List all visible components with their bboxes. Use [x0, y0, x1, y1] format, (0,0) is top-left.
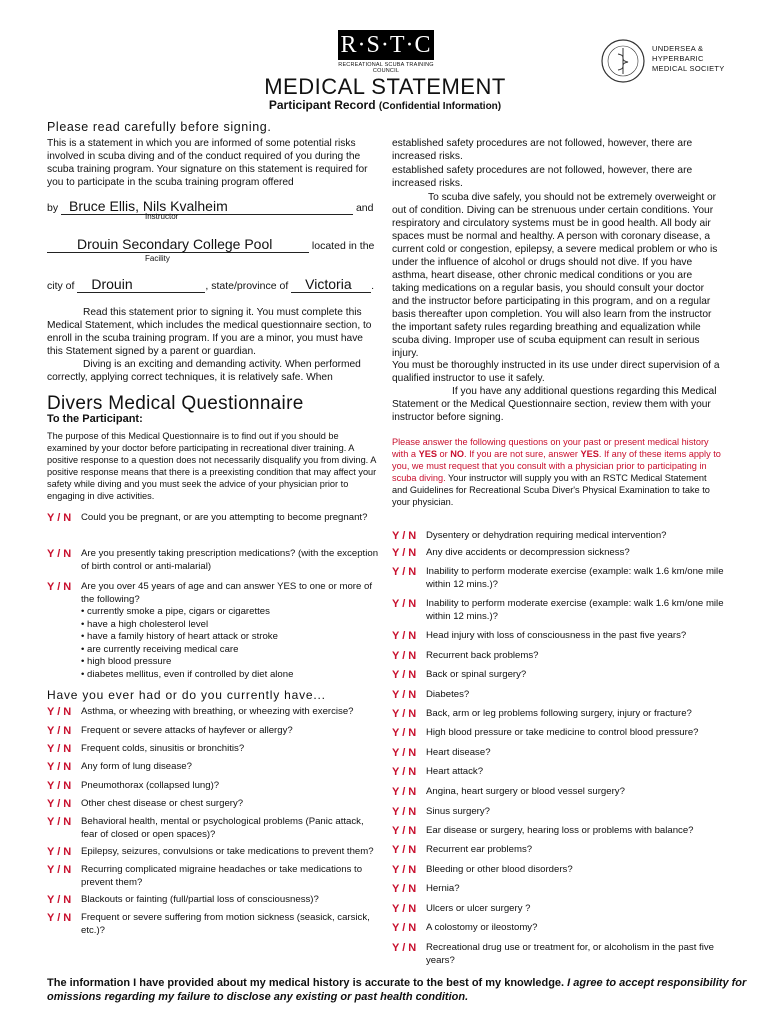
question-text: Recurrent back problems?: [426, 650, 539, 661]
instructions-red-2: . If you are not sure, answer: [464, 449, 581, 459]
rstc-logo-text: R·S·T·C: [338, 30, 434, 60]
list-item: • currently smoke a pipe, cigars or cigarettes: [81, 606, 270, 617]
question-row: [47, 743, 382, 757]
question-text: Hernia?: [426, 883, 460, 894]
instructor-field[interactable]: Bruce Ellis, Nils Kvalheim: [61, 198, 353, 215]
yes-no-toggle[interactable]: Y / N: [392, 530, 417, 542]
yes-no-toggle[interactable]: Y / N: [392, 547, 417, 559]
read-statement-para: Read this statement prior to signing it. You must complete this Medical Statement, which includes the medical questionnaire section, to enroll in the scuba training program. If you are a minor, you must have this Statement signed by a parent or guardian.: [47, 307, 372, 357]
have-you-heading: Have you ever had or do you currently have...: [47, 688, 326, 702]
question-over-45: [47, 581, 382, 606]
state-field[interactable]: Victoria: [291, 276, 371, 293]
question-row: [392, 864, 732, 878]
yes-word: YES: [418, 449, 437, 459]
yes-no-toggle[interactable]: Y / N: [47, 706, 72, 718]
footer-declaration: [47, 976, 747, 1004]
yes-no-toggle[interactable]: Y / N: [47, 894, 72, 906]
question-text: Asthma, or wheezing with breathing, or wheezing with exercise?: [81, 706, 354, 717]
yes-no-toggle[interactable]: Y / N: [392, 864, 417, 876]
instructor-row: [47, 198, 377, 215]
question-row: [47, 725, 382, 739]
to-participant-heading: To the Participant:: [47, 413, 143, 425]
rstc-logo: [334, 30, 438, 74]
question-text: Any dive accidents or decompression sickness?: [426, 547, 630, 558]
right-intro-line-1: established safety procedures are not followed, however, there are increased risks.: [392, 138, 693, 162]
question-text: Ulcers or ulcer surgery ?: [426, 903, 531, 914]
question-text: Sinus surgery?: [426, 806, 490, 817]
question-text: Ear disease or surgery, hearing loss or problems with balance?: [426, 825, 694, 836]
facility-field[interactable]: Drouin Secondary College Pool: [47, 236, 309, 253]
over-45-bullets: [81, 606, 381, 681]
question-text: Frequent or severe attacks of hayfever or allergy?: [81, 725, 293, 736]
question-row: [47, 780, 382, 794]
question-row: [392, 727, 732, 741]
yes-no-toggle[interactable]: Y / N: [392, 689, 417, 701]
yes-no-toggle[interactable]: Y / N: [47, 725, 72, 737]
question-text: Inability to perform moderate exercise (example: walk 1.6 km/one mile within 12 mins.)?: [426, 598, 724, 622]
yes-no-toggle[interactable]: Y / N: [392, 942, 417, 954]
yes-no-toggle[interactable]: Y / N: [392, 883, 417, 895]
question-text: Pneumothorax (collapsed lung)?: [81, 780, 220, 791]
yes-no-toggle[interactable]: Y / N: [47, 761, 72, 773]
question-text: Frequent or severe suffering from motion sickness (seasick, carsick, etc.)?: [81, 912, 370, 936]
question-text: Behavioral health, mental or psychological problems (Panic attack, fear of closed or open spaces)?: [81, 816, 364, 840]
yes-no-toggle[interactable]: Y / N: [392, 786, 417, 798]
yes-no-toggle[interactable]: Y / N: [392, 766, 417, 778]
question-pregnant: [47, 512, 382, 526]
yes-no-toggle[interactable]: Y / N: [392, 708, 417, 720]
question-text: Recurring complicated migraine headaches or take medications to prevent them?: [81, 864, 363, 888]
question-text: Inability to perform moderate exercise (example: walk 1.6 km/one mile within 12 mins.)?: [426, 566, 724, 590]
question-row: [47, 846, 382, 860]
question-row: [392, 747, 732, 761]
questionnaire-title: Divers Medical Questionnaire: [47, 393, 304, 414]
question-row: [392, 530, 732, 544]
yes-no-toggle[interactable]: Y / N: [392, 566, 417, 578]
uhms-line: HYPERBARIC: [652, 54, 704, 63]
question-row: [47, 864, 382, 889]
question-text: Bleeding or other blood disorders?: [426, 864, 573, 875]
city-field[interactable]: Drouin: [77, 276, 205, 293]
right-intro-para-2: You must be thoroughly instructed in its use under direct supervision of a qualified instructor to use it safely.: [392, 360, 720, 384]
uhms-text: [652, 44, 725, 74]
by-label: by: [47, 202, 59, 214]
question-row: [392, 903, 732, 917]
right-intro-para-3: If you have any additional questions regarding this Medical Statement or the Medical Questionnaire section, review them with your instructor before signing.: [392, 386, 717, 423]
yes-no-toggle[interactable]: Y / N: [47, 581, 72, 593]
list-item: • diabetes mellitus, even if controlled by diet alone: [81, 668, 294, 680]
right-intro-para: To scuba dive safely, you should not be extremely overweight or out of condition. Diving can be strenuous under certain conditions. Your respiratory and circulatory systems must be in good health. All body air spaces must be normal and healthy. A person with coronary disease, a current cold or congestion, epilepsy, a severe medical problem or who is under the influence of alcohol or drugs should not dive. If you have asthma, heart disease, other chronic medical conditions or you are taking medications on a regular basis, you should consult your doctor and the instructor before participating in this program, and on a regular basis thereafter upon completion. You will also learn from the instructor the important safety rules regarding breathing and equalization while scuba diving. Improper use of scuba equipment can result in serious injury.: [392, 192, 718, 359]
question-text: Any form of lung disease?: [81, 761, 192, 772]
question-text: Blackouts or fainting (full/partial loss of consciousness)?: [81, 894, 319, 905]
list-item: • high blood pressure: [81, 656, 172, 667]
question-row: [47, 706, 382, 720]
yes-no-toggle[interactable]: Y / N: [392, 806, 417, 818]
question-row: [47, 894, 382, 908]
question-row: [392, 630, 732, 644]
subtitle-main: Participant Record: [268, 98, 376, 112]
question-text: High blood pressure or take medicine to control blood pressure?: [426, 727, 699, 738]
yes-no-toggle[interactable]: Y / N: [47, 798, 72, 810]
no-word: NO: [450, 449, 465, 459]
yes-no-toggle[interactable]: Y / N: [47, 780, 72, 792]
intro-statement: This is a statement in which you are informed of some potential risks involved in scuba diving and of the conduct required of you during the scuba training program. Your signature on this statement is required for you to participate in the scuba training program offered: [47, 138, 368, 188]
question-text: A colostomy or ileostomy?: [426, 922, 538, 933]
question-row: [392, 922, 732, 936]
facility-caption: Facility: [145, 254, 170, 263]
yes-no-toggle[interactable]: Y / N: [392, 922, 417, 934]
question-row: [392, 806, 732, 820]
yes-no-toggle[interactable]: Y / N: [47, 846, 72, 858]
yes-no-toggle[interactable]: Y / N: [392, 727, 417, 739]
and-label: and: [355, 202, 374, 214]
yes-no-toggle[interactable]: Y / N: [47, 864, 72, 876]
question-row: [392, 942, 732, 967]
yes-no-toggle[interactable]: Y / N: [47, 743, 72, 755]
question-row: [392, 547, 732, 561]
question-text: Dysentery or dehydration requiring medical intervention?: [426, 530, 667, 541]
period: .: [371, 280, 375, 292]
question-row: [392, 598, 732, 623]
question-row: [47, 798, 382, 812]
page-subtitle: [0, 98, 770, 112]
question-row: [392, 669, 732, 683]
yes-no-toggle[interactable]: Y / N: [47, 816, 72, 828]
yes-no-toggle[interactable]: Y / N: [392, 747, 417, 759]
yes-no-toggle[interactable]: Y / N: [392, 630, 417, 642]
question-text: Could you be pregnant, or are you attempting to become pregnant?: [81, 512, 368, 523]
question-medications: [47, 548, 382, 573]
question-text: Other chest disease or chest surgery?: [81, 798, 244, 809]
question-row: [392, 650, 732, 664]
footer-bold: The information I have provided about my medical history is accurate to the best of my knowledge.: [47, 977, 565, 989]
footer-italic: I agree to accept responsibility for omissions regarding my failure to disclose any existing or past health condition.: [47, 977, 747, 1003]
answer-instructions: [392, 436, 722, 508]
question-text: Heart attack?: [426, 766, 484, 777]
yes-no-toggle[interactable]: Y / N: [392, 903, 417, 915]
facility-row: [47, 236, 377, 253]
question-text: Head injury with loss of consciousness in the past five years?: [426, 630, 687, 641]
yes-no-toggle[interactable]: Y / N: [47, 912, 72, 924]
list-item: • have a high cholesterol level: [81, 618, 209, 630]
question-text: Recreational drug use or treatment for, or alcoholism in the past five years?: [426, 942, 714, 966]
list-item: • have a family history of heart attack or stroke: [81, 631, 278, 642]
question-row: [47, 816, 382, 841]
city-row: [47, 276, 382, 293]
question-text: Angina, heart surgery or blood vessel surgery?: [426, 786, 625, 797]
question-row: [392, 689, 732, 703]
page-title: MEDICAL STATEMENT: [264, 74, 506, 99]
yes-no-toggle[interactable]: Y / N: [392, 598, 417, 610]
instructions-red-3: . If any of these items apply to you, we must request that you consult with a physician prior to participating in scuba diving.: [392, 449, 721, 483]
list-item: • are currently receiving medical care: [81, 643, 239, 655]
uhms-line: UNDERSEA &: [652, 44, 704, 53]
question-text: Heart disease?: [426, 747, 491, 758]
question-text: Diabetes?: [426, 689, 470, 700]
question-text: Back or spinal surgery?: [426, 669, 527, 680]
yes-no-toggle[interactable]: Y / N: [392, 825, 417, 837]
diving-para: Diving is an exciting and demanding activity. When performed correctly, applying correct techniques, it is relatively safe. When: [47, 359, 361, 383]
right-intro-line-2: established safety procedures are not followed, however, there are increased risks.: [392, 165, 693, 189]
question-text: Frequent colds, sinusitis or bronchitis?: [81, 743, 245, 754]
state-label: , state/province of: [205, 280, 289, 292]
question-text: Back, arm or leg problems following surgery, injury or fracture?: [426, 708, 692, 719]
yes-no-toggle[interactable]: Y / N: [392, 669, 417, 681]
question-row: [47, 761, 382, 775]
question-row: [392, 844, 732, 858]
please-read-heading: Please read carefully before signing.: [47, 120, 272, 134]
yes-no-toggle[interactable]: Y / N: [392, 650, 417, 662]
rstc-logo-subtext: RECREATIONAL SCUBA TRAINING COUNCIL: [338, 62, 434, 74]
question-row: [47, 912, 382, 937]
question-row: [392, 786, 732, 800]
yes-no-toggle[interactable]: Y / N: [47, 512, 72, 524]
located-label: located in the: [311, 240, 375, 252]
question-row: [392, 566, 732, 591]
instructions-black: Your instructor will supply you with an RSTC Medical Statement and Guidelines for Recreational Scuba Diver's Physical Examination to take to your physician.: [392, 473, 710, 507]
question-text: Recurrent ear problems?: [426, 844, 533, 855]
question-row: [392, 766, 732, 780]
question-text: Epilepsy, seizures, convulsions or take medications to prevent them?: [81, 846, 374, 857]
question-row: [392, 883, 732, 897]
purpose-para: The purpose of this Medical Questionnaire is to find out if you should be examined by your doctor before participating in recreational diver training. A positive response to a question does not necessarily disqualify you from diving. A positive response means that there is a preexisting condition that may affect your safety while diving and you must seek the advice of your physician prior to engaging in dive activities.: [47, 431, 377, 501]
subtitle-note: (Confidential Information): [378, 101, 502, 112]
question-row: [392, 825, 732, 839]
question-text: Are you over 45 years of age and can answer YES to one or more of the following?: [81, 581, 373, 605]
or-word: or: [436, 449, 451, 459]
question-text: Are you presently taking prescription medications? (with the exception of birth control or anti-malarial): [81, 548, 379, 572]
instructor-caption: Instructor: [145, 212, 179, 221]
instructions-red-1: Please answer the following questions on your past or present medical history with a: [392, 437, 709, 459]
yes-no-toggle[interactable]: Y / N: [47, 548, 72, 560]
yes-no-toggle[interactable]: Y / N: [392, 844, 417, 856]
yes-word-2: YES: [580, 449, 599, 459]
question-row: [392, 708, 732, 722]
city-label: city of: [47, 280, 75, 292]
uhms-line: MEDICAL SOCIETY: [652, 64, 725, 73]
